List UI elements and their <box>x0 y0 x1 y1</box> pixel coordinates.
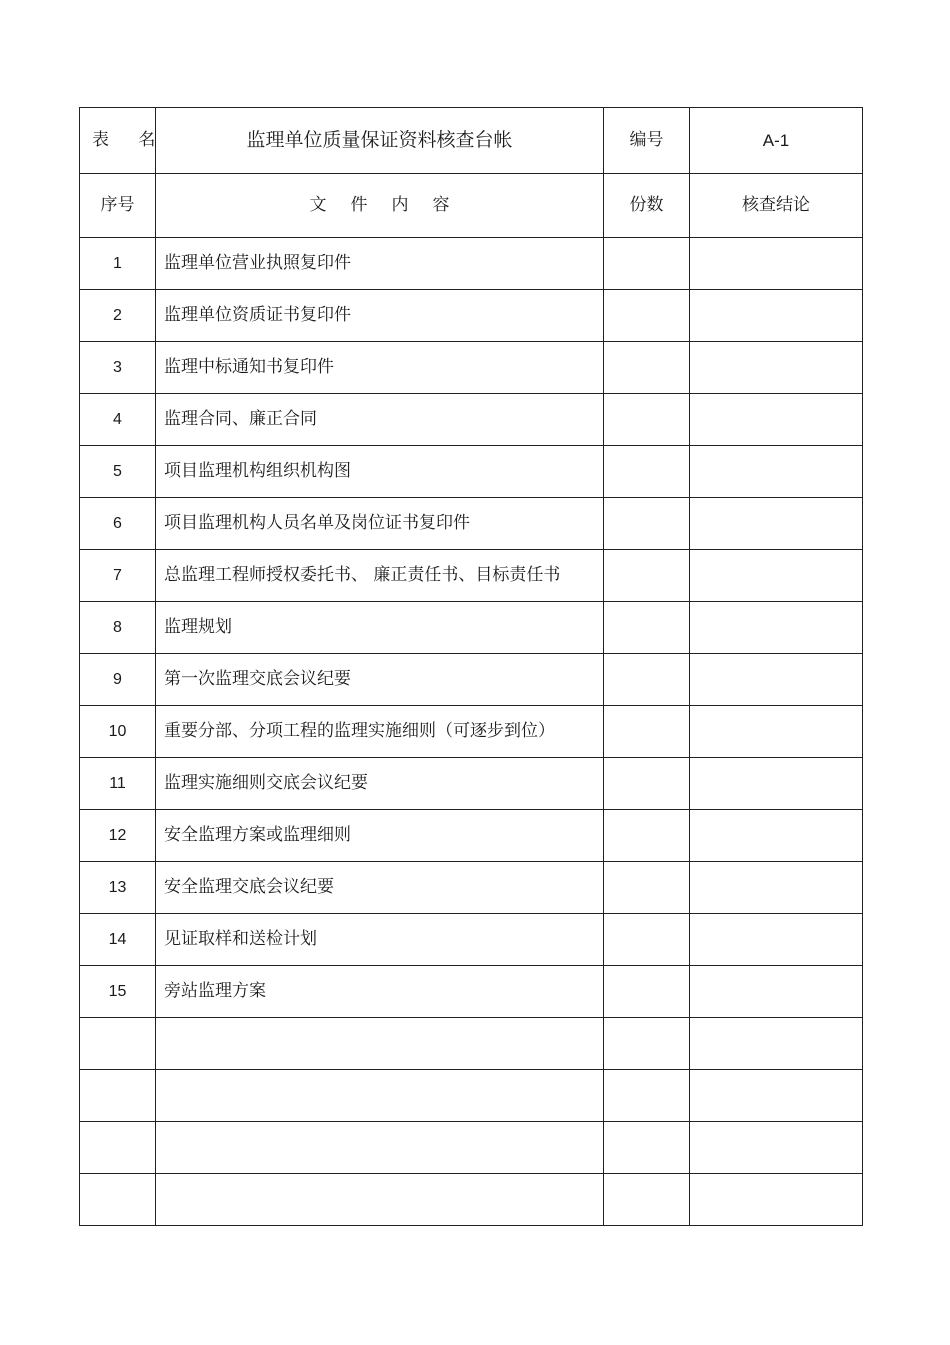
row-content: 总监理工程师授权委托书、 廉正责任书、目标责任书 <box>156 550 604 602</box>
row-number: 9 <box>80 654 156 706</box>
row-result-cell <box>690 810 863 862</box>
code-value: A-1 <box>690 108 863 174</box>
table-row <box>80 1018 863 1070</box>
table-row <box>80 758 863 810</box>
row-copies-cell <box>604 914 690 966</box>
table-row <box>80 966 863 1018</box>
row-copies-cell <box>604 1122 690 1174</box>
column-header-no: 序号 <box>80 174 156 238</box>
row-result-cell <box>690 550 863 602</box>
row-number <box>80 1018 156 1070</box>
row-number: 8 <box>80 602 156 654</box>
row-result-cell <box>690 758 863 810</box>
row-content: 重要分部、分项工程的监理实施细则（可逐步到位） <box>156 706 604 758</box>
row-content: 第一次监理交底会议纪要 <box>156 654 604 706</box>
column-header-copies: 份数 <box>604 174 690 238</box>
table-row <box>80 498 863 550</box>
row-number: 3 <box>80 342 156 394</box>
code-label: 编号 <box>604 108 690 174</box>
column-header-content-char: 件 <box>350 195 368 215</box>
row-content: 监理合同、廉正合同 <box>156 394 604 446</box>
row-number <box>80 1122 156 1174</box>
table-row <box>80 1174 863 1226</box>
table-row <box>80 1070 863 1122</box>
row-copies-cell <box>604 966 690 1018</box>
row-copies-cell <box>604 706 690 758</box>
row-number: 1 <box>80 238 156 290</box>
row-number: 13 <box>80 862 156 914</box>
row-content <box>156 1070 604 1122</box>
row-number: 6 <box>80 498 156 550</box>
row-number: 10 <box>80 706 156 758</box>
row-copies-cell <box>604 498 690 550</box>
table-row <box>80 394 863 446</box>
table-row <box>80 290 863 342</box>
row-content: 见证取样和送检计划 <box>156 914 604 966</box>
column-header-content-char: 内 <box>391 195 409 215</box>
row-copies-cell <box>604 602 690 654</box>
row-copies-cell <box>604 1174 690 1226</box>
row-content: 监理单位资质证书复印件 <box>156 290 604 342</box>
row-result-cell <box>690 238 863 290</box>
table-row <box>80 862 863 914</box>
row-number: 14 <box>80 914 156 966</box>
row-copies-cell <box>604 290 690 342</box>
row-content: 监理规划 <box>156 602 604 654</box>
row-copies-cell <box>604 862 690 914</box>
title-label: 表 名 <box>80 108 156 174</box>
row-copies-cell <box>604 1070 690 1122</box>
row-copies-cell <box>604 342 690 394</box>
table-row <box>80 446 863 498</box>
row-content: 项目监理机构人员名单及岗位证书复印件 <box>156 498 604 550</box>
table-row <box>80 342 863 394</box>
row-copies-cell <box>604 394 690 446</box>
row-copies-cell <box>604 550 690 602</box>
table-row <box>80 1122 863 1174</box>
row-result-cell <box>690 1070 863 1122</box>
row-result-cell <box>690 446 863 498</box>
row-content <box>156 1174 604 1226</box>
row-content: 监理单位营业执照复印件 <box>156 238 604 290</box>
row-result-cell <box>690 290 863 342</box>
row-content <box>156 1122 604 1174</box>
row-copies-cell <box>604 1018 690 1070</box>
column-header-content <box>156 174 604 238</box>
table-row <box>80 810 863 862</box>
row-number: 4 <box>80 394 156 446</box>
row-number: 2 <box>80 290 156 342</box>
row-copies-cell <box>604 238 690 290</box>
column-header-content-char: 文 <box>309 195 327 215</box>
table-row <box>80 238 863 290</box>
row-result-cell <box>690 498 863 550</box>
row-content: 安全监理交底会议纪要 <box>156 862 604 914</box>
row-copies-cell <box>604 654 690 706</box>
table-row <box>80 914 863 966</box>
row-content <box>156 1018 604 1070</box>
row-result-cell <box>690 654 863 706</box>
row-number <box>80 1070 156 1122</box>
row-result-cell <box>690 966 863 1018</box>
row-result-cell <box>690 342 863 394</box>
table-row <box>80 706 863 758</box>
row-content: 旁站监理方案 <box>156 966 604 1018</box>
row-content: 监理实施细则交底会议纪要 <box>156 758 604 810</box>
row-copies-cell <box>604 446 690 498</box>
row-result-cell <box>690 1174 863 1226</box>
row-result-cell <box>690 394 863 446</box>
row-number: 12 <box>80 810 156 862</box>
row-result-cell <box>690 706 863 758</box>
row-number <box>80 1174 156 1226</box>
row-result-cell <box>690 1122 863 1174</box>
column-header-result: 核查结论 <box>690 174 863 238</box>
row-result-cell <box>690 1018 863 1070</box>
title-row <box>80 108 863 174</box>
row-number: 15 <box>80 966 156 1018</box>
row-number: 7 <box>80 550 156 602</box>
row-result-cell <box>690 914 863 966</box>
row-number: 5 <box>80 446 156 498</box>
table-row <box>80 550 863 602</box>
column-header-row <box>80 174 863 238</box>
form-title: 监理单位质量保证资料核查台帐 <box>156 108 604 174</box>
column-header-content-char: 容 <box>432 195 450 215</box>
row-content: 安全监理方案或监理细则 <box>156 810 604 862</box>
row-number: 11 <box>80 758 156 810</box>
inspection-ledger-table <box>79 107 863 1226</box>
ledger-body <box>80 108 863 1226</box>
row-copies-cell <box>604 810 690 862</box>
row-copies-cell <box>604 758 690 810</box>
row-result-cell <box>690 602 863 654</box>
table-row <box>80 654 863 706</box>
row-content: 项目监理机构组织机构图 <box>156 446 604 498</box>
row-content: 监理中标通知书复印件 <box>156 342 604 394</box>
row-result-cell <box>690 862 863 914</box>
table-row <box>80 602 863 654</box>
